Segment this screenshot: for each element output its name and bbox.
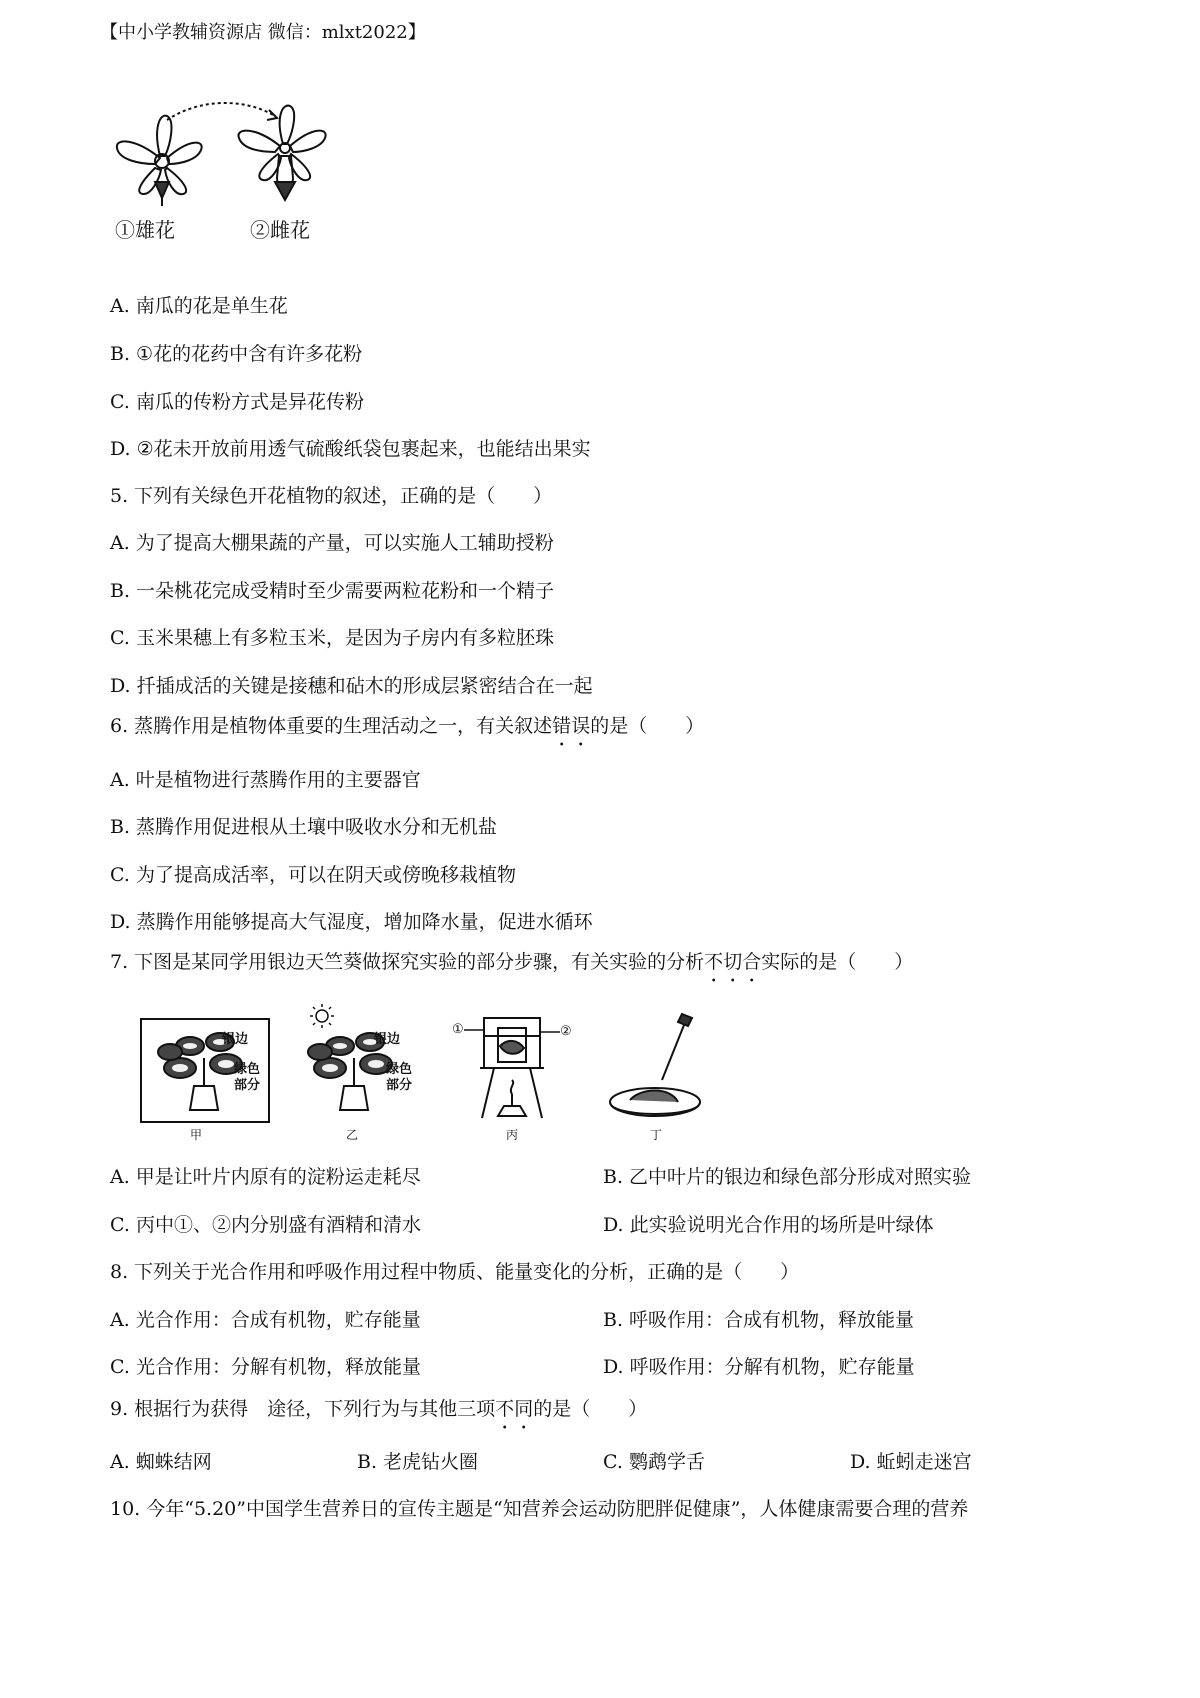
q8-option-d: D. 呼吸作用：分解有机物，贮存能量 xyxy=(603,1356,915,1378)
yi-label-bufen: 部分 xyxy=(386,1078,413,1093)
q5-option-a: A. 为了提高大棚果蔬的产量，可以实施人工辅助授粉 xyxy=(110,532,554,554)
q5-stem: 5. 下列有关绿色开花植物的叙述，正确的是（ ） xyxy=(110,485,553,507)
flower-figure xyxy=(105,98,355,253)
q6-option-d: D. 蒸腾作用能够提高大气湿度，增加降水量，促进水循环 xyxy=(110,911,593,933)
yi-caption: 乙 xyxy=(346,1128,359,1142)
q5-option-c: C. 玉米果穗上有多粒玉米，是因为子房内有多粒胚珠 xyxy=(110,627,554,649)
q5-option-b: B. 一朵桃花完成受精时至少需要两粒花粉和一个精子 xyxy=(110,580,555,602)
jia-caption: 甲 xyxy=(190,1128,203,1142)
jia-label-lvse: 绿色 xyxy=(234,1062,261,1077)
bing-mark-1: ① xyxy=(452,1022,464,1037)
male-flower-label: ①雄花 xyxy=(115,218,175,242)
q8-option-c: C. 光合作用：分解有机物，释放能量 xyxy=(110,1356,421,1378)
jia-label-yinbian: 银边 xyxy=(222,1032,249,1047)
q4-option-a: A. 南瓜的花是单生花 xyxy=(110,295,288,317)
q8-option-a: A. 光合作用：合成有机物，贮存能量 xyxy=(110,1309,421,1331)
q10-stem: 10. 今年“5.20”中国学生营养日的宣传主题是“知营养会运动防肥胖促健康”，人体健康需要合理的营养 xyxy=(110,1498,969,1520)
q6-stem-before: 6. 蒸腾作用是植物体重要的生理活动之一，有关叙述 xyxy=(110,715,553,737)
q7-option-a: A. 甲是让叶片内原有的淀粉运走耗尽 xyxy=(110,1166,421,1188)
q6-stem xyxy=(110,714,704,738)
q7-emphasis-3: 合 xyxy=(742,951,762,973)
experiment-figure-yi xyxy=(300,1002,430,1142)
q7-emphasis-2: 切 xyxy=(723,951,743,973)
ding-caption: 丁 xyxy=(650,1128,663,1142)
yi-label-yinbian: 银边 xyxy=(374,1032,401,1047)
q7-stem-after: 实际的是（ ） xyxy=(761,951,914,973)
page-header: 【中小学教辅资源店 微信：mlxt2022】 xyxy=(100,22,426,43)
experiment-figure-jia xyxy=(140,1018,270,1142)
q6-option-c: C. 为了提高成活率，可以在阴天或傍晚移栽植物 xyxy=(110,864,516,886)
q6-emphasis-2: 误 xyxy=(571,715,591,737)
bing-mark-2: ② xyxy=(560,1024,572,1039)
q4-option-c: C. 南瓜的传粉方式是异花传粉 xyxy=(110,391,364,413)
q6-option-a: A. 叶是植物进行蒸腾作用的主要器官 xyxy=(110,769,421,791)
q6-emphasis-1: 错 xyxy=(552,715,572,737)
q4-option-b: B. ①花的花药中含有许多花粉 xyxy=(110,343,363,365)
q4-option-d: D. ②花未开放前用透气硫酸纸袋包裹起来，也能结出果实 xyxy=(110,438,591,460)
q8-option-b: B. 呼吸作用：合成有机物，释放能量 xyxy=(603,1309,915,1331)
yi-label-lvse: 绿色 xyxy=(386,1062,413,1077)
experiment-figure-ding xyxy=(600,1010,720,1142)
q7-option-d: D. 此实验说明光合作用的场所是叶绿体 xyxy=(603,1214,934,1236)
jia-label-bufen: 部分 xyxy=(234,1078,261,1093)
q9-option-a: A. 蜘蛛结网 xyxy=(110,1451,212,1473)
bing-caption: 丙 xyxy=(506,1128,519,1142)
experiment-figure-bing xyxy=(452,1010,574,1142)
q9-option-b: B. 老虎钻火圈 xyxy=(357,1451,479,1473)
q9-option-c: C. 鹦鹉学舌 xyxy=(603,1451,705,1473)
q9-emphasis-1: 不 xyxy=(495,1398,515,1420)
q7-option-b: B. 乙中叶片的银边和绿色部分形成对照实验 xyxy=(603,1166,972,1188)
q7-option-c: C. 丙中①、②内分别盛有酒精和清水 xyxy=(110,1214,421,1236)
q9-option-d: D. 蚯蚓走迷宫 xyxy=(850,1451,972,1473)
q8-stem: 8. 下列关于光合作用和呼吸作用过程中物质、能量变化的分析，正确的是（ ） xyxy=(110,1261,800,1283)
q7-stem-before: 7. 下图是某同学用银边天竺葵做探究实验的部分步骤，有关实验的分析 xyxy=(110,951,705,973)
female-flower-label: ②雌花 xyxy=(250,218,310,242)
q7-emphasis-1: 不 xyxy=(704,951,724,973)
q9-stem-before: 9. 根据行为获得 途径，下列行为与其他三项 xyxy=(110,1398,496,1420)
q5-option-d: D. 扦插成活的关键是接穗和砧木的形成层紧密结合在一起 xyxy=(110,675,593,697)
q9-stem-after: 的是（ ） xyxy=(533,1398,648,1420)
q9-stem xyxy=(110,1397,647,1421)
q9-emphasis-2: 同 xyxy=(514,1398,534,1420)
q6-stem-after: 的是（ ） xyxy=(590,715,705,737)
q7-stem xyxy=(110,950,913,974)
q6-option-b: B. 蒸腾作用促进根从土壤中吸收水分和无机盐 xyxy=(110,816,498,838)
